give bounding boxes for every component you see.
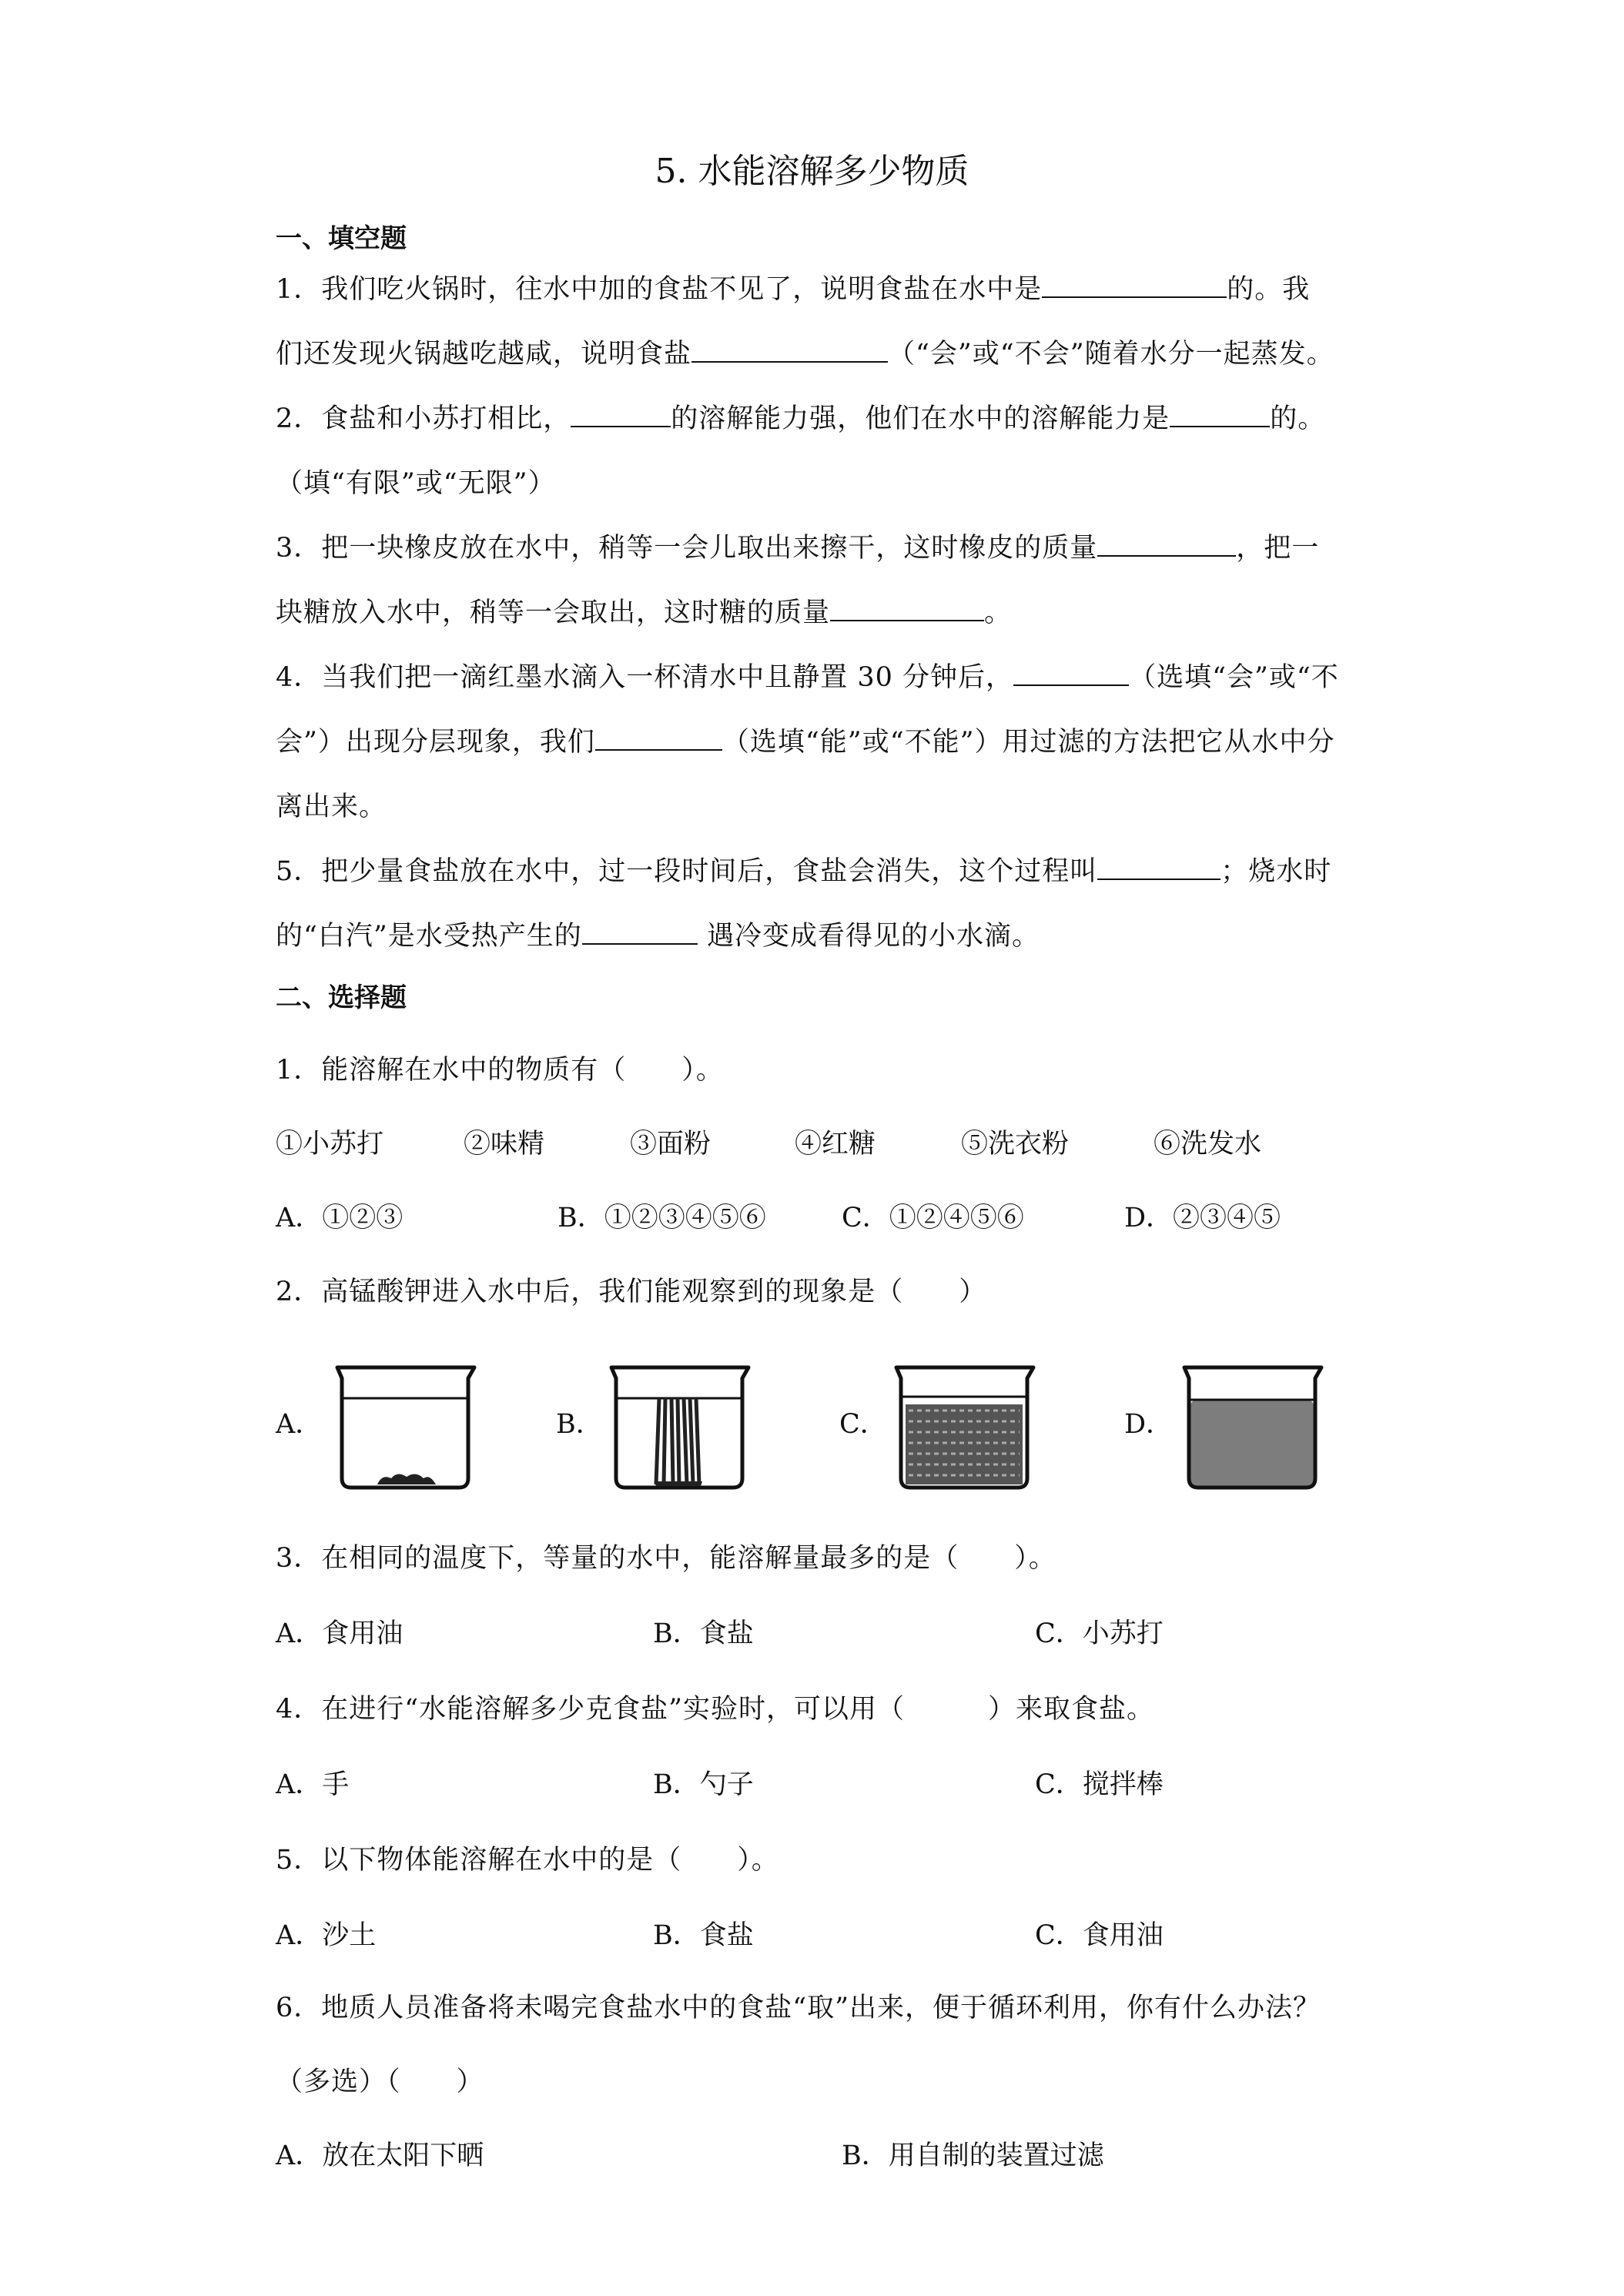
q3-text-a: 3．把一块橡皮放在水中，稍等一会儿取出来擦干，这时橡皮的质量	[276, 533, 1098, 564]
section-heading-choice: 二、选择题	[276, 982, 407, 1013]
beaker-b-icon	[605, 1363, 755, 1494]
mc2-option-c[interactable]: C．	[839, 1409, 887, 1440]
q1-text-b: 的。我	[1227, 274, 1311, 305]
answer-blank[interactable]	[1042, 273, 1227, 298]
mc4-option-b[interactable]: B．勺子	[653, 1769, 754, 1800]
q4-text-b: （选填“会”或“不	[1129, 662, 1339, 693]
mc4-option-c[interactable]: C．搅拌棒	[1035, 1769, 1164, 1800]
mc2-option-d[interactable]: D．	[1124, 1409, 1174, 1440]
q2-text-c: 的。	[1270, 403, 1326, 434]
section-heading-fill-blank: 一、填空题	[276, 223, 407, 254]
q1-line1	[276, 268, 1310, 306]
mc1-item: ④红糖	[795, 1129, 876, 1160]
q3-text-b: ，把一	[1236, 533, 1320, 564]
q3-text-c: 块糖放入水中，稍等一会取出，这时糖的质量	[276, 597, 831, 628]
q1-text-c: 们还发现火锅越吃越咸，说明食盐	[276, 339, 692, 370]
mc6-option-a[interactable]: A．放在太阳下晒	[276, 2140, 484, 2171]
mc5-option-c[interactable]: C．食用油	[1035, 1920, 1164, 1951]
mc5-option-a[interactable]: A．沙土	[276, 1920, 377, 1951]
answer-blank[interactable]	[691, 338, 888, 363]
answer-blank[interactable]	[1170, 403, 1270, 427]
mc3-stem: 3．在相同的温度下，等量的水中，能溶解量最多的是（ ）。	[276, 1543, 1056, 1574]
answer-blank[interactable]	[571, 403, 671, 427]
mc6-note: （多选）（ ）	[276, 2067, 484, 2097]
mc2-option-b[interactable]: B．	[556, 1409, 603, 1440]
mc1-option-a[interactable]: A．①②③	[276, 1203, 403, 1233]
mc4-stem: 4．在进行“水能溶解多少克食盐”实验时，可以用（ ）来取食盐。	[276, 1694, 1155, 1725]
q5-line2	[276, 915, 1040, 953]
mc1-option-b[interactable]: B．①②③④⑤⑥	[558, 1203, 766, 1233]
q5-line1	[276, 850, 1331, 889]
q3-line1	[276, 527, 1319, 565]
q5-text-b: ；烧水时	[1221, 856, 1332, 887]
beaker-c-icon	[890, 1363, 1040, 1494]
q4-text-c: 会”）出现分层现象，我们	[276, 727, 595, 758]
q1-text-a: 1．我们吃火锅时，往水中加的食盐不见了，说明食盐在水中是	[276, 274, 1043, 305]
mc3-option-b[interactable]: B．食盐	[653, 1618, 754, 1649]
q4-line2	[276, 721, 1334, 759]
mc2-stem: 2．高锰酸钾进入水中后，我们能观察到的现象是（ ）	[276, 1277, 987, 1307]
beaker-a-icon	[331, 1363, 481, 1494]
answer-blank[interactable]	[582, 920, 698, 945]
q1-line2	[276, 333, 1334, 371]
mc5-stem: 5．以下物体能溶解在水中的是（ ）。	[276, 1845, 779, 1876]
q5-text-c: 的“白汽”是水受热产生的	[276, 921, 582, 952]
mc1-option-d[interactable]: D．②③④⑤	[1124, 1203, 1281, 1233]
mc5-option-b[interactable]: B．食盐	[653, 1920, 754, 1951]
mc6-stem: 6．地质人员准备将未喝完食盐水中的食盐“取”出来，便于循环利用，你有什么办法？	[276, 1993, 1321, 2023]
answer-blank[interactable]	[830, 597, 984, 621]
mc1-item: ③面粉	[630, 1129, 712, 1160]
q4-text-a: 4．当我们把一滴红墨水滴入一杯清水中且静置 30 分钟后，	[276, 662, 1014, 693]
answer-blank[interactable]	[1097, 532, 1236, 557]
q3-line2	[276, 591, 1012, 630]
q5-text-a: 5．把少量食盐放在水中，过一段时间后，食盐会消失，这个过程叫	[276, 856, 1098, 887]
q4-line3: 离出来。	[276, 792, 387, 822]
beaker-d-icon	[1178, 1363, 1328, 1494]
mc1-item: ⑤洗衣粉	[961, 1129, 1070, 1160]
mc2-option-a[interactable]: A．	[276, 1409, 323, 1440]
q3-text-d: 。	[984, 597, 1013, 628]
mc3-option-a[interactable]: A．食用油	[276, 1618, 403, 1649]
mc1-stem: 1．能溶解在水中的物质有（ ）。	[276, 1055, 724, 1086]
mc4-option-a[interactable]: A．手	[276, 1769, 350, 1800]
answer-blank[interactable]	[1097, 855, 1221, 880]
q5-text-d: 遇冷变成看得见的小水滴。	[706, 921, 1040, 952]
q4-line1	[276, 656, 1339, 694]
q1-text-d: （“会”或“不会”随着水分一起蒸发。	[888, 339, 1334, 370]
answer-blank[interactable]	[1013, 661, 1129, 686]
q2-text-a: 2．食盐和小苏打相比，	[276, 403, 571, 434]
page-title: 5. 水能溶解多少物质	[655, 152, 969, 191]
q2-text-b: 的溶解能力强，他们在水中的溶解能力是	[671, 403, 1170, 434]
mc1-item: ⑥洗发水	[1154, 1129, 1262, 1160]
q2-line2: （填“有限”或“无限”）	[276, 468, 556, 499]
mc3-option-c[interactable]: C．小苏打	[1035, 1618, 1164, 1649]
q2-line1	[276, 397, 1325, 436]
q4-text-d: （选填“能”或“不能”）用过滤的方法把它从水中分	[722, 727, 1335, 758]
mc1-item: ①小苏打	[276, 1129, 384, 1160]
mc1-item: ②味精	[464, 1129, 545, 1160]
mc1-option-c[interactable]: C．①②④⑤⑥	[842, 1203, 1024, 1233]
mc6-option-b[interactable]: B．用自制的装置过滤	[842, 2140, 1104, 2171]
answer-blank[interactable]	[595, 726, 722, 751]
